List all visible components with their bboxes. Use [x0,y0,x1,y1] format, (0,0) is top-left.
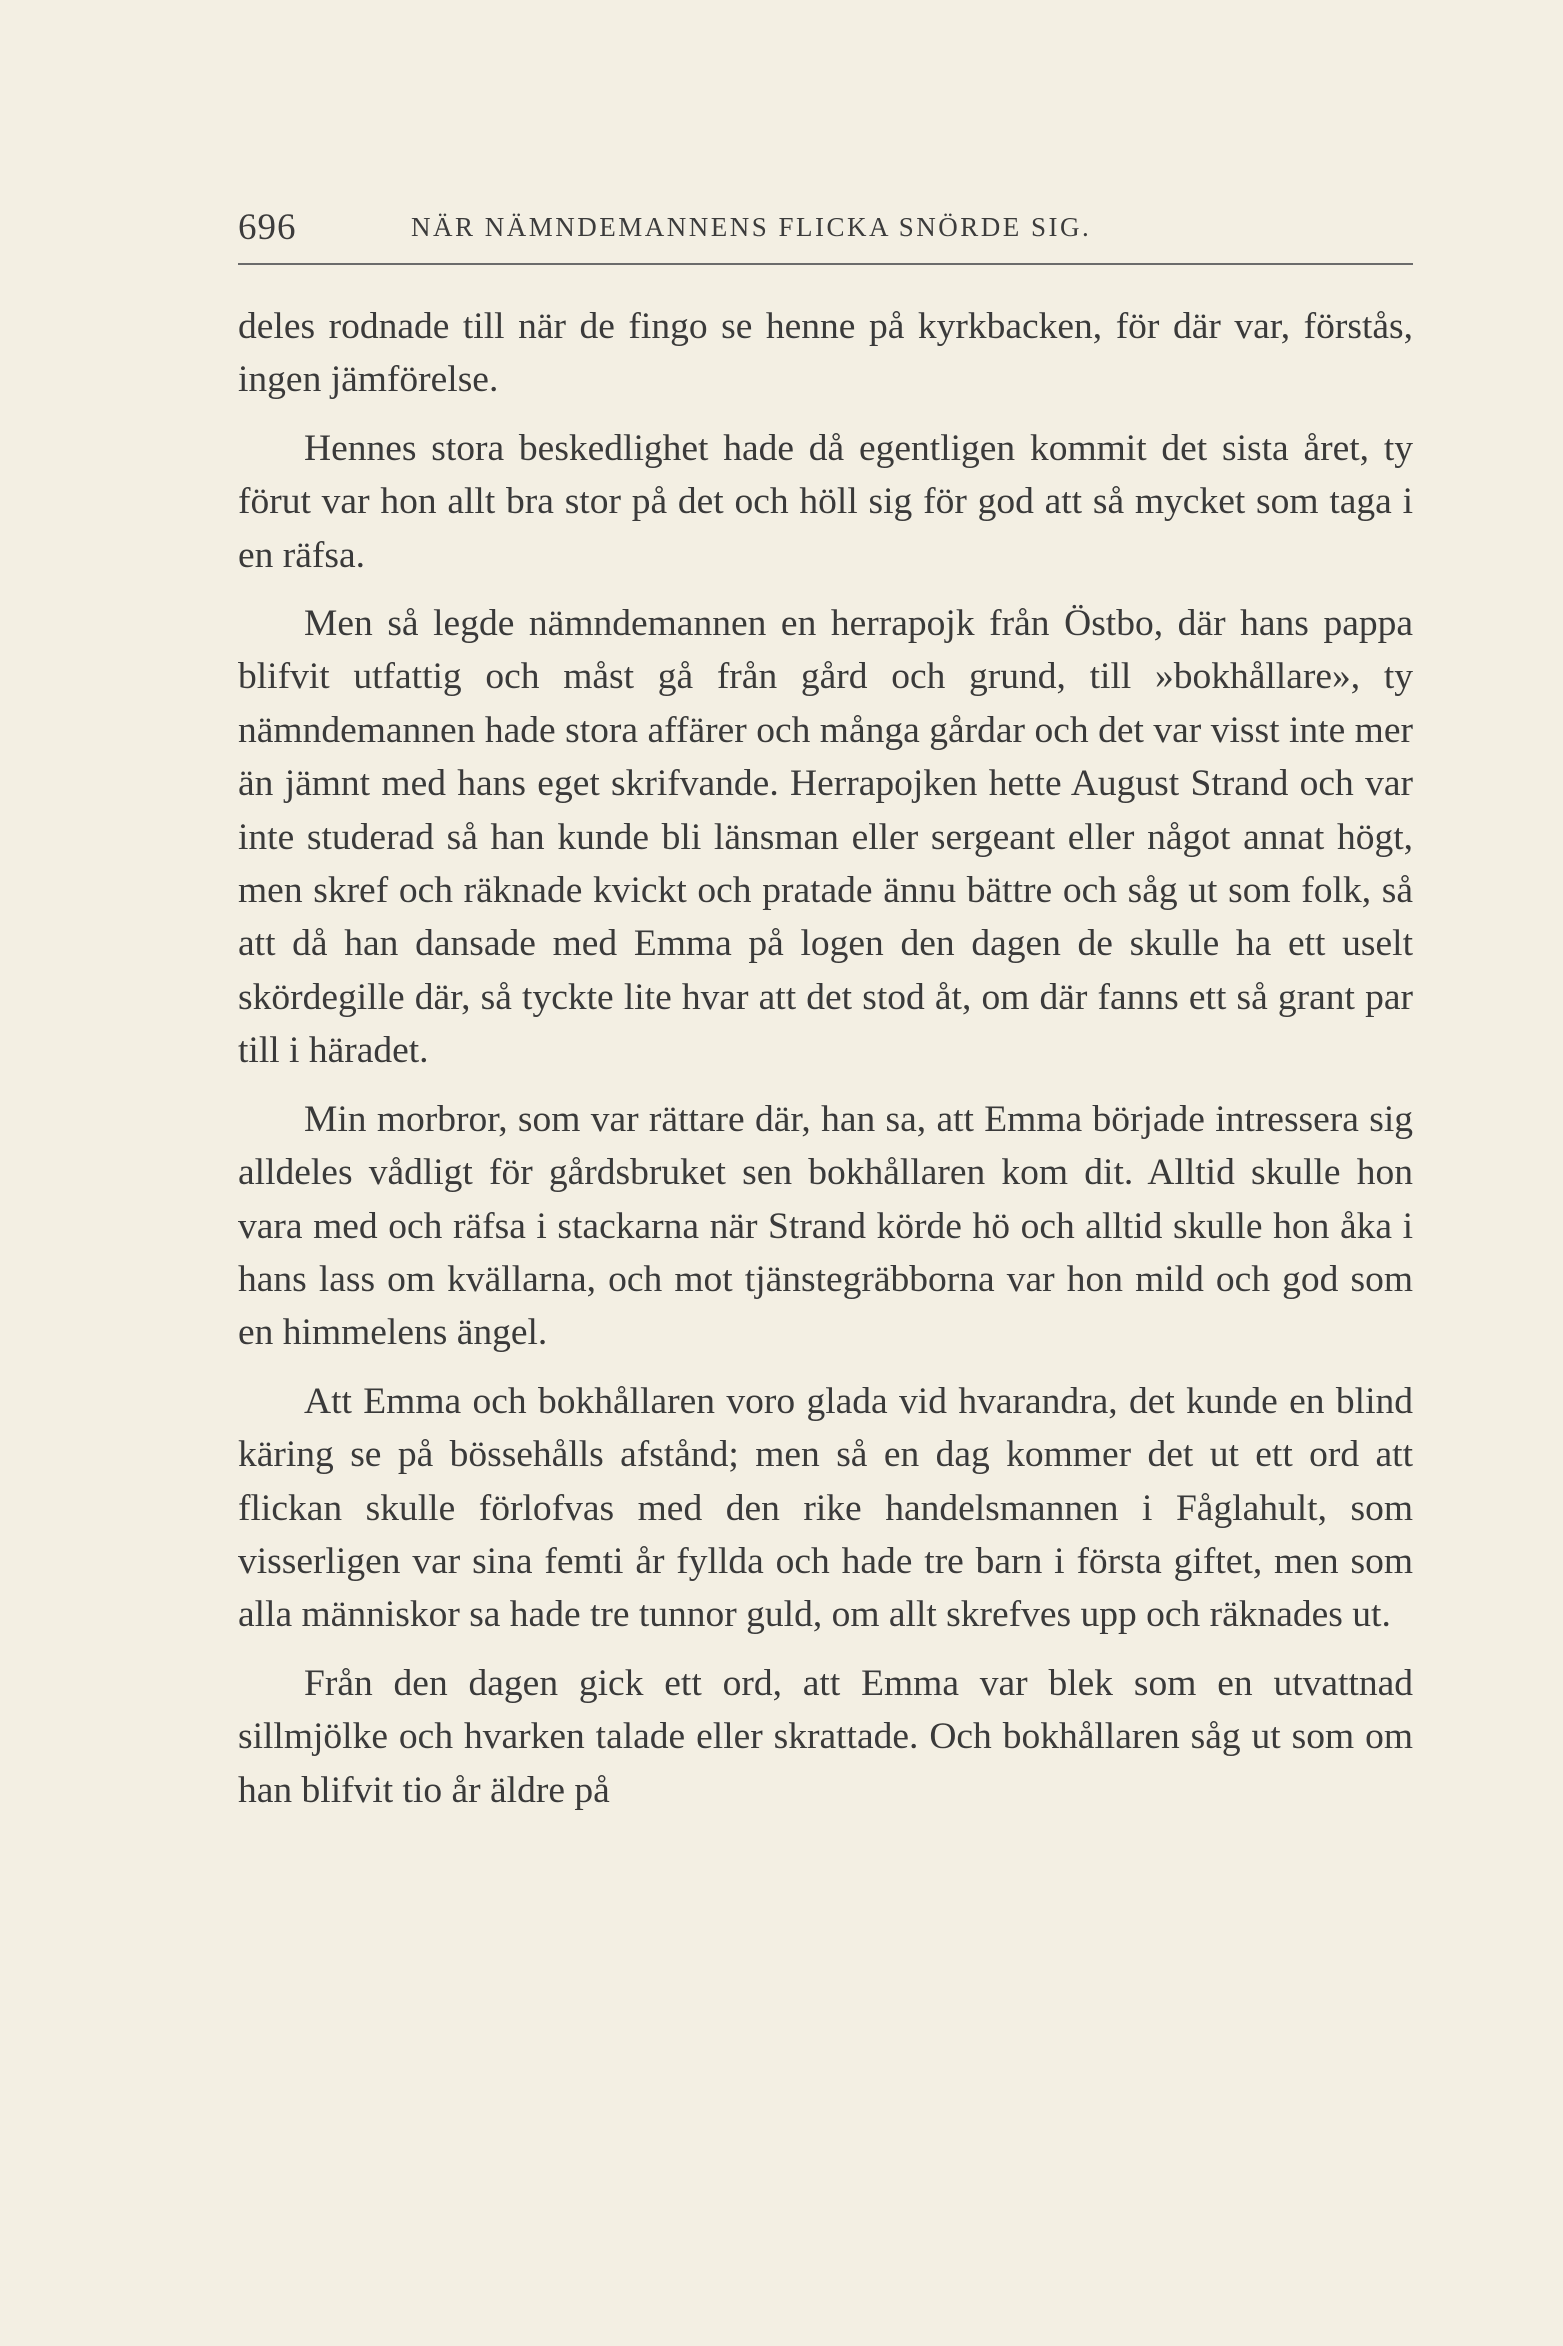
paragraph: Men så legde nämndemannen en herrapojk från Östbo, där hans pappa blifvit utfattig och måst gå från gård och grund, till »bokhållare», ty nämndemannen hade stora affärer och många gårdar och det var visst inte mer än jämnt med hans eget skrifvande. Herrapojken hette August Strand och var inte studerad så han kunde bli länsman eller sergeant eller något annat högt, men skref och räknade kvickt och pratade ännu bättre och såg ut som folk, så att då han dansade med Emma på logen den dagen de skulle ha ett uselt skördegille där, så tyckte lite hvar att det stod åt, om där fanns ett så grant par till i häradet. [238,603,1413,1072]
body-text [238,300,1413,1832]
paragraph: Att Emma och bokhållaren voro glada vid hvarandra, det kunde en blind käring se på bössehålls afstånd; men så en dag kommer det ut ett ord att flickan skulle förlofvas med den rike handelsmannen i Fåglahult, som visserligen var sina femti år fyllda och hade tre barn i första giftet, men som alla människor sa hade tre tunnor guld, om allt skrefves upp och räknades ut. [238,1380,1413,1636]
page-number: 696 [238,207,297,248]
running-title: NÄR NÄMNDEMANNENS FLICKA SNÖRDE SIG. [411,212,1092,242]
paragraph: Min morbror, som var rättare där, han sa, att Emma började intressera sig alldeles vådligt för gårdsbruket sen bokhållaren kom dit. Alltid skulle hon vara med och räfsa i stackarna när Strand körde hö och alltid skulle hon åka i hans lass om kvällarna, och mot tjänstegräbborna var hon mild och god som en himmelens ängel. [238,1098,1413,1354]
paragraph: Från den dagen gick ett ord, att Emma var blek som en utvattnad sillmjölke och hvarken talade eller skrattade. Och bokhållaren såg ut som om han blifvit tio år äldre på [238,1662,1413,1811]
running-head [238,198,1413,258]
paragraph: deles rodnade till när de fingo se henne på kyrkbacken, för där var, förstås, ingen jämförelse. [238,306,1413,401]
header-rule [238,263,1413,265]
paragraph: Hennes stora beskedlighet hade då egentligen kommit det sista året, ty förut var hon allt bra stor på det och höll sig för god att så mycket som taga i en räfsa. [238,427,1413,576]
